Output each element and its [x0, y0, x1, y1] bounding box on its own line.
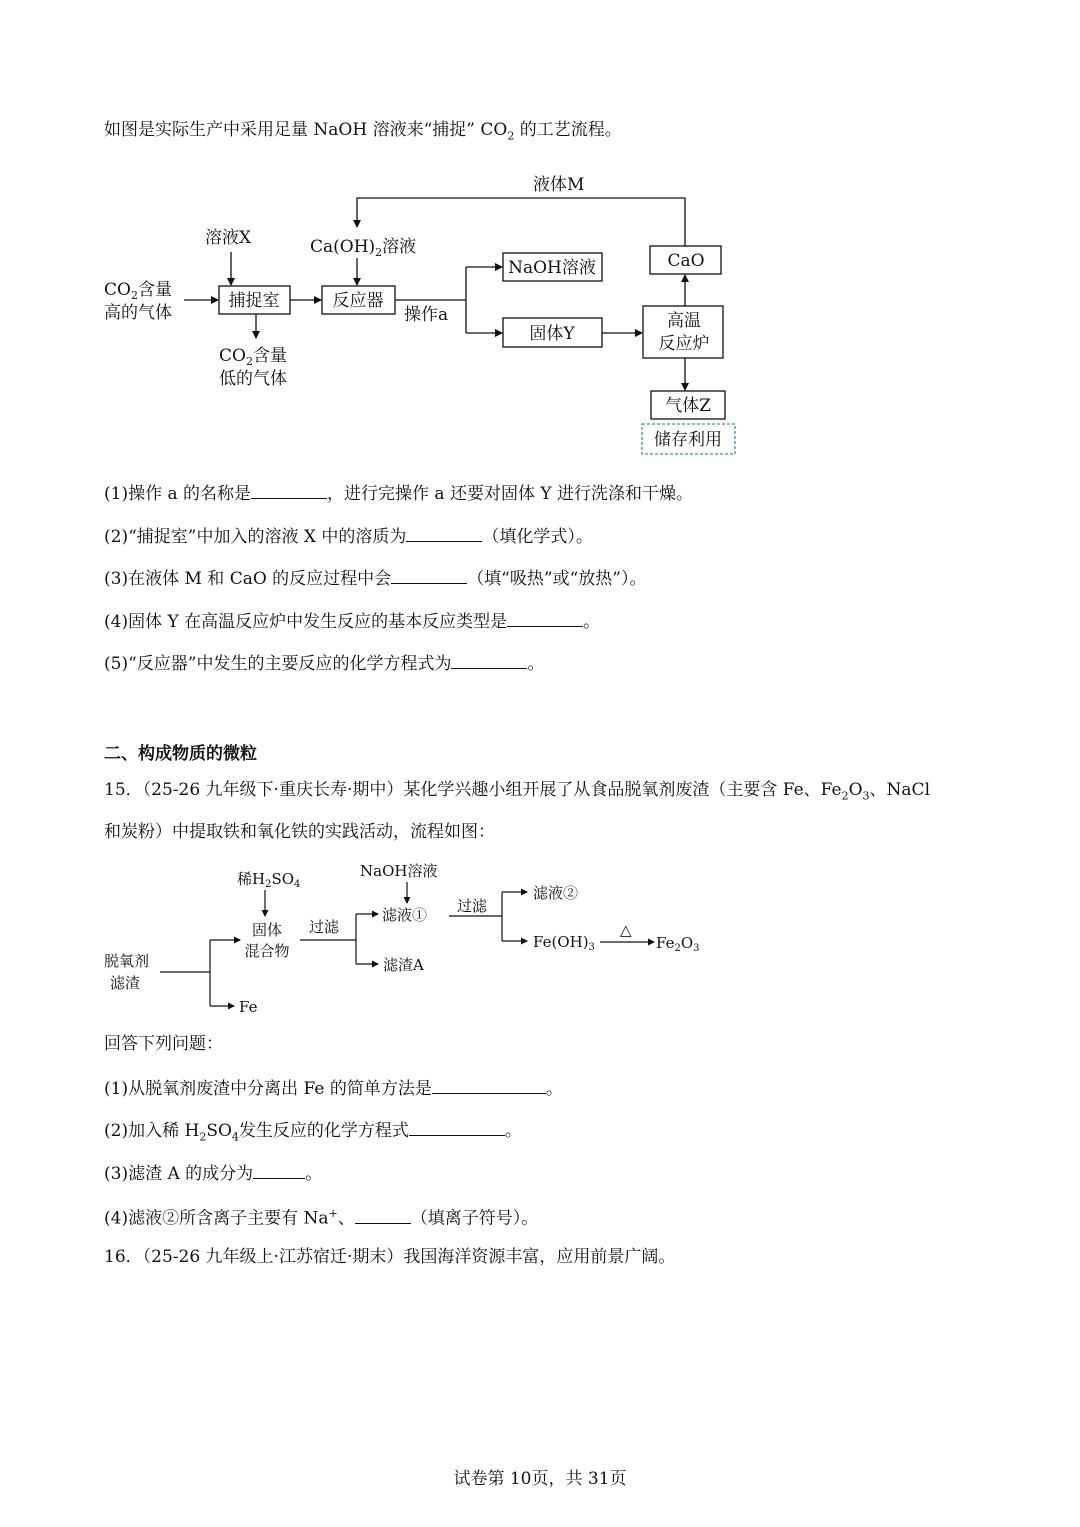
q15-line-2: 和炭粉）中提取铁和氧化铁的实践活动，流程如图：: [104, 822, 495, 842]
fe-label: Fe: [239, 998, 258, 1016]
co2-high-label-1: $CO_2$含量: [104, 280, 172, 302]
question-1-5: (5)“反应器”中发生的主要反应的化学方程式为 。: [104, 650, 544, 676]
storage-label: 储存利用: [654, 430, 722, 450]
filter-label-1: 过滤: [309, 918, 340, 936]
question-2-4: (4)滤液②所含离子主要有 Na+、 （填离子符号）。: [104, 1202, 538, 1231]
solid-mix-label-1: 固体: [251, 921, 283, 939]
q16-text: 16．（25-26 九年级上·江苏宿迁·期末）我国海洋资源丰富，应用前景广阔。: [104, 1247, 676, 1267]
deox-label-2: 滤渣: [110, 974, 141, 992]
question-1-4: (4)固体 Y 在高温反应炉中发生反应的基本反应类型是 。: [104, 608, 600, 634]
filtrate2-label: 滤液②: [533, 884, 579, 902]
naoh-label-2: NaOH溶液: [360, 862, 438, 880]
operation-a-label: 操作a: [404, 305, 449, 325]
section-title: 二、构成物质的微粒: [104, 744, 257, 764]
question-1-1: (1)操作 a 的名称是 ，进行完操作 a 还要对固体 Y 进行洗涤和干燥。: [104, 480, 693, 506]
question-1-3: (3)在液体 M 和 CaO 的反应过程中会 （填“吸热”或“放热”）。: [104, 565, 646, 591]
furnace-label-1: 高温: [667, 311, 701, 331]
question-2-2: (2)加入稀 $H_2SO_4$发生反应的化学方程式 。: [104, 1117, 522, 1149]
solution-x-label: 溶液X: [205, 228, 252, 248]
caoh2-label: $Ca(OH)_2$溶液: [310, 237, 417, 259]
answer-prompt: 回答下列问题：: [104, 1034, 223, 1054]
delta-label: △: [620, 921, 632, 939]
naoh-label: NaOH溶液: [508, 258, 596, 278]
furnace-label-2: 反应炉: [658, 334, 710, 354]
co2-low-label-1: $CO_2$含量: [219, 346, 287, 368]
question-2-3: (3)滤渣 A 的成分为 。: [104, 1160, 322, 1186]
question-2-1: (1)从脱氧剂废渣中分离出 Fe 的简单方法是 。: [104, 1075, 563, 1101]
feoh3-label: $Fe(OH)_3$: [533, 933, 595, 953]
filtrate1-label: 滤液①: [382, 906, 428, 924]
fe2o3-label: $Fe_2O_3$: [656, 934, 700, 954]
cao-label: CaO: [667, 251, 705, 271]
solid-mix-label-2: 混合物: [244, 942, 290, 960]
liquid-m-label: 液体M: [533, 175, 585, 195]
residue-a-label: 滤渣A: [383, 956, 424, 974]
solid-y-label: 固体Y: [529, 324, 575, 344]
deox-label-1: 脱氧剂: [104, 952, 150, 970]
filter-label-2: 过滤: [457, 897, 488, 915]
reactor-label: 反应器: [332, 291, 384, 311]
capture-room-label: 捕捉室: [228, 291, 280, 311]
gas-z-label: 气体Z: [665, 396, 711, 416]
page-footer: 试卷第 10页，共 31页: [453, 1469, 627, 1489]
q15-line-1: 15．（25-26 九年级下·重庆长寿·期中）某化学兴趣小组开展了从食品脱氧剂废渣（主要含 Fe、$Fe_2O_3$、NaCl: [104, 780, 931, 803]
intro-text: 如图是实际生产中采用足量 NaOH 溶液来“捕捉” $CO_2$ 的工艺流程。: [104, 120, 622, 143]
h2so4-label: 稀$H_2SO_4$: [237, 870, 301, 890]
question-1-2: (2)“捕捉室”中加入的溶液 X 中的溶质为 （填化学式）。: [104, 523, 593, 549]
co2-low-label-2: 低的气体: [219, 369, 287, 389]
co2-high-label-2: 高的气体: [104, 303, 172, 323]
